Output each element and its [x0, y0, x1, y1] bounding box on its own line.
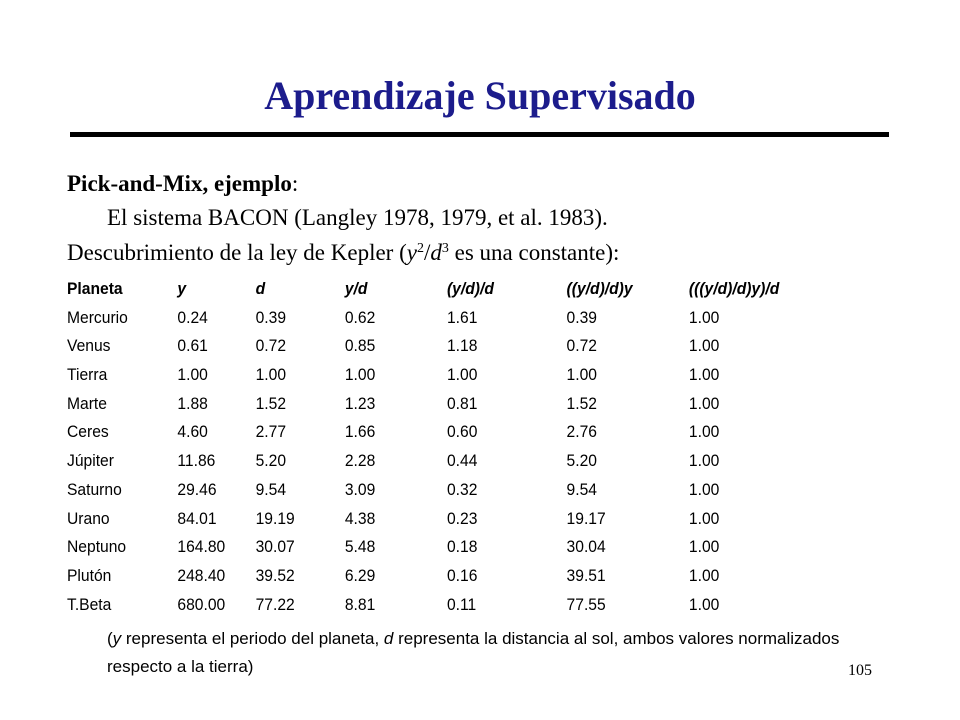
footnote-d: d: [383, 629, 394, 648]
table-cell: 1.00: [688, 336, 720, 356]
table-cell: 164.80: [177, 537, 226, 557]
table-cell: 0.81: [446, 393, 478, 413]
table-cell: 1.00: [344, 365, 376, 385]
table-cell: 0.24: [177, 307, 208, 327]
table-cell: 19.19: [255, 508, 295, 528]
table-cell: 77.22: [255, 594, 295, 614]
table-cell: Ceres: [67, 422, 109, 442]
table-cell: 0.85: [344, 336, 376, 356]
table-cell: 5.20: [566, 451, 598, 471]
table-cell: 1.61: [446, 307, 478, 327]
table-cell: 0.39: [255, 307, 287, 327]
table-cell: 9.54: [255, 479, 287, 499]
table-cell: 1.00: [688, 479, 720, 499]
table-cell: 30.04: [566, 537, 606, 557]
table-cell: 39.52: [255, 565, 295, 585]
title-underline: [70, 132, 889, 137]
table-cell: 1.52: [566, 393, 598, 413]
table-cell: ((y/d)/d)y: [566, 279, 633, 298]
table-cell: 2.77: [255, 422, 287, 442]
footnote: [107, 625, 867, 681]
table-cell: (y/d)/d: [446, 279, 494, 298]
table-cell: 1.00: [688, 451, 720, 471]
table-cell: Urano: [67, 508, 110, 528]
table-cell: 1.23: [344, 393, 376, 413]
table-cell: 0.11: [446, 594, 477, 614]
page-number: 105: [848, 662, 872, 679]
table-cell: 0.72: [566, 336, 598, 356]
table-cell: 1.18: [446, 336, 478, 356]
table-cell: 2.28: [344, 451, 376, 471]
table-cell: 1.00: [446, 365, 478, 385]
table-cell: 29.46: [177, 479, 217, 499]
footnote-mid1: representa el periodo del planeta,: [121, 629, 384, 648]
table-cell: 1.00: [688, 508, 720, 528]
table-cell: 8.81: [344, 594, 376, 614]
table-cell: 1.52: [255, 393, 287, 413]
table-cell: Plutón: [67, 565, 112, 585]
bacon-line: El sistema BACON (Langley 1978, 1979, et al. 1983).: [107, 205, 608, 230]
table-cell: Neptuno: [67, 537, 127, 557]
kepler-exp-3: 3: [441, 241, 449, 256]
table-cell: 1.00: [688, 594, 720, 614]
table-cell: 2.76: [566, 422, 598, 442]
table-cell: 0.72: [255, 336, 287, 356]
table-cell: 1.66: [344, 422, 376, 442]
table-cell: 0.23: [446, 508, 478, 528]
table-cell: 6.29: [344, 565, 376, 585]
table-cell: 0.44: [446, 451, 478, 471]
table-cell: 1.00: [688, 365, 720, 385]
footnote-open: (: [107, 629, 113, 648]
table-cell: Tierra: [67, 365, 108, 385]
table-cell: d: [255, 279, 266, 298]
table-cell: T.Beta: [67, 594, 112, 614]
section-heading-bold: Pick-and-Mix, ejemplo: [67, 171, 292, 196]
table-cell: 1.00: [688, 422, 720, 442]
table-cell: 5.20: [255, 451, 287, 471]
kepler-slash: /: [423, 240, 431, 265]
table-cell: Mercurio: [67, 307, 128, 327]
table-cell: 0.60: [446, 422, 478, 442]
table-cell: 1.00: [566, 365, 598, 385]
table-cell: 30.07: [255, 537, 295, 557]
section-heading: [67, 171, 298, 197]
table-cell: 1.00: [688, 307, 720, 327]
table-cell: 5.48: [344, 537, 376, 557]
table-cell: 0.39: [566, 307, 598, 327]
table-cell: 84.01: [177, 508, 217, 528]
table-cell: 4.60: [177, 422, 208, 442]
table-cell: 0.18: [446, 537, 478, 557]
table-cell: 1.00: [688, 537, 720, 557]
table-cell: 19.17: [566, 508, 606, 528]
table-cell: (((y/d)/d)y)/d: [688, 279, 780, 298]
table-cell: 3.09: [344, 479, 376, 499]
table-cell: 9.54: [566, 479, 598, 499]
kepler-y: y: [406, 240, 417, 265]
table-cell: Venus: [67, 336, 111, 356]
section-heading-colon: :: [291, 171, 299, 196]
slide-title: Aprendizaje Supervisado: [264, 73, 696, 118]
table-cell: 680.00: [177, 594, 226, 614]
table-cell: 1.00: [255, 365, 287, 385]
kepler-exp-2: 2: [416, 241, 424, 256]
table-cell: 1.00: [688, 393, 720, 413]
table-cell: Marte: [67, 393, 107, 413]
footnote-y: y: [112, 629, 122, 648]
table-cell: 0.61: [177, 336, 208, 356]
table-cell: 11.86: [177, 451, 216, 471]
footnote-mid2: representa la distancia al sol, ambos valores normalizados respecto a la tierra): [107, 629, 840, 676]
table-cell: 1.88: [177, 393, 208, 413]
kepler-post: es una constante):: [448, 240, 620, 265]
table-cell: Planeta: [67, 279, 123, 298]
table-cell: 1.00: [688, 565, 720, 585]
kepler-pre: Descubrimiento de la ley de Kepler (: [67, 240, 407, 265]
table-cell: Saturno: [67, 479, 122, 499]
table-cell: 39.51: [566, 565, 606, 585]
table-cell: y/d: [344, 279, 368, 298]
table-cell: Júpiter: [67, 451, 114, 471]
kepler-line: [67, 240, 619, 266]
table-cell: 77.55: [566, 594, 606, 614]
table-cell: 0.16: [446, 565, 478, 585]
table-cell: 248.40: [177, 565, 226, 585]
table-cell: 4.38: [344, 508, 376, 528]
table-cell: 1.00: [177, 365, 208, 385]
table-cell: 0.32: [446, 479, 478, 499]
kepler-d: d: [430, 240, 442, 265]
table-cell: y: [177, 279, 187, 298]
table-cell: 0.62: [344, 307, 376, 327]
